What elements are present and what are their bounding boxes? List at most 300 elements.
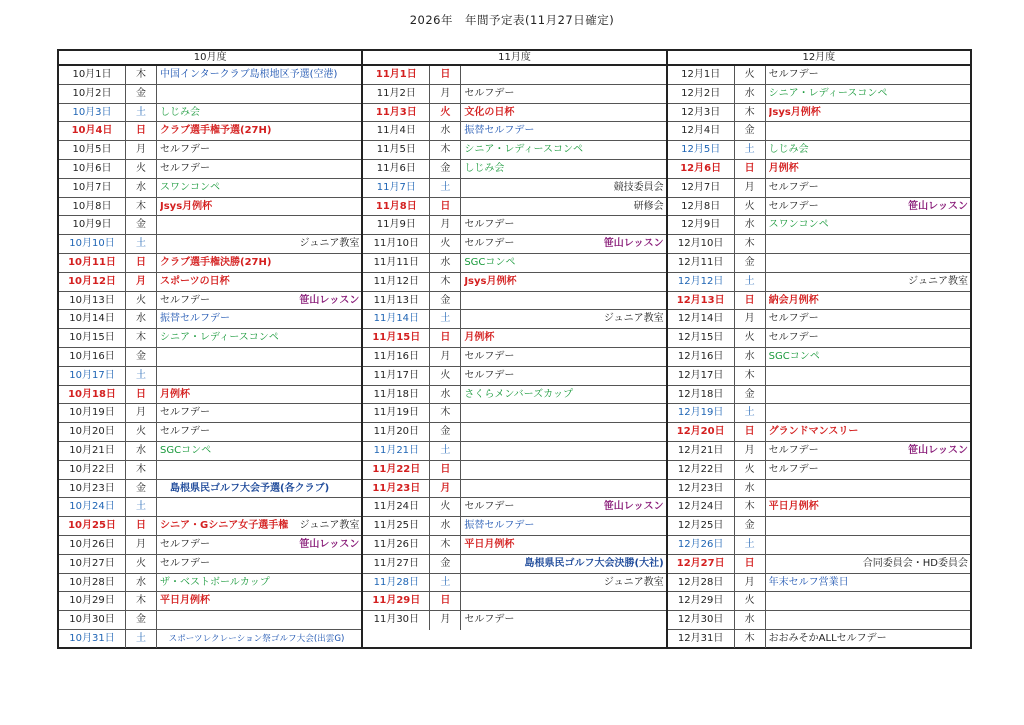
date-cell: 11月5日	[363, 141, 430, 159]
weekday-cell: 水	[126, 179, 157, 197]
weekday-cell: 日	[126, 386, 157, 404]
weekday-cell: 木	[126, 329, 157, 347]
event-text: 平日月例杯	[464, 538, 515, 550]
event-text: しじみ会	[768, 144, 809, 156]
event-text: SGCコンペ	[768, 350, 820, 362]
weekday-cell: 水	[126, 310, 157, 328]
event-text: 笹山レッスン	[299, 538, 360, 550]
event-main	[464, 348, 663, 366]
event-text: 競技委員会	[613, 181, 664, 193]
schedule-row	[668, 423, 970, 442]
event-cell	[157, 498, 361, 516]
event-main	[160, 404, 359, 422]
event-cell	[766, 630, 970, 648]
schedule-row	[668, 386, 970, 405]
event-side	[908, 442, 970, 460]
event-main	[769, 498, 968, 516]
schedule-row	[363, 310, 665, 329]
event-main	[160, 122, 359, 140]
date-cell: 11月12日	[363, 273, 430, 291]
weekday-cell: 日	[430, 198, 461, 216]
schedule-row	[363, 104, 665, 123]
date-cell: 12月20日	[668, 423, 735, 441]
weekday-cell: 日	[126, 517, 157, 535]
weekday-cell: 金	[735, 122, 766, 140]
schedule-row	[363, 273, 665, 292]
weekday-cell: 水	[430, 122, 461, 140]
event-text: SGCコンペ	[160, 444, 212, 456]
month-header: 11月度	[363, 51, 665, 66]
weekday-cell: 火	[430, 498, 461, 516]
event-main	[769, 423, 968, 441]
date-cell: 12月10日	[668, 235, 735, 253]
date-cell: 12月2日	[668, 85, 735, 103]
date-cell: 10月1日	[59, 66, 126, 84]
event-main	[160, 517, 300, 535]
weekday-cell: 月	[126, 273, 157, 291]
event-cell	[766, 310, 970, 328]
schedule-row	[59, 329, 361, 348]
weekday-cell: 土	[735, 141, 766, 159]
event-text: シニア・レディースコンペ	[768, 87, 888, 99]
event-main	[464, 160, 663, 178]
event-side	[968, 141, 970, 159]
schedule-row	[668, 235, 970, 254]
schedule-row	[363, 216, 665, 235]
event-side	[968, 85, 970, 103]
event-main	[160, 235, 300, 253]
date-cell: 11月21日	[363, 442, 430, 460]
schedule-row	[363, 386, 665, 405]
weekday-cell: 金	[126, 480, 157, 498]
event-main	[160, 254, 359, 272]
event-text: セルフデー	[768, 444, 819, 456]
date-cell: 11月27日	[363, 555, 430, 573]
event-cell	[461, 216, 665, 234]
event-cell	[766, 442, 970, 460]
date-cell: 10月19日	[59, 404, 126, 422]
event-cell	[766, 160, 970, 178]
weekday-cell: 水	[735, 348, 766, 366]
schedule-row	[59, 630, 361, 648]
event-main	[464, 273, 663, 291]
weekday-cell: 日	[126, 122, 157, 140]
schedule-row	[363, 480, 665, 499]
weekday-cell: 金	[126, 216, 157, 234]
weekday-cell: 日	[430, 329, 461, 347]
event-cell	[461, 423, 665, 441]
event-cell	[461, 536, 665, 554]
event-main	[160, 461, 359, 479]
event-main	[160, 442, 359, 460]
event-side	[863, 555, 970, 573]
event-main	[160, 179, 359, 197]
event-main	[769, 348, 968, 366]
schedule-row	[363, 235, 665, 254]
event-text: ジュニア教室	[908, 275, 968, 287]
schedule-row	[59, 367, 361, 386]
event-text: スワンコンペ	[160, 181, 220, 193]
weekday-cell: 土	[126, 367, 157, 385]
event-main	[160, 498, 359, 516]
event-main	[160, 329, 359, 347]
event-cell	[766, 104, 970, 122]
date-cell: 11月10日	[363, 235, 430, 253]
event-main	[769, 574, 968, 592]
date-cell: 10月10日	[59, 235, 126, 253]
event-text: セルフデー	[160, 426, 210, 438]
event-cell	[157, 611, 361, 629]
event-cell	[461, 480, 665, 498]
event-main	[769, 555, 863, 573]
date-cell: 11月14日	[363, 310, 430, 328]
event-side	[968, 292, 970, 310]
schedule-row	[668, 179, 970, 198]
event-side	[968, 122, 970, 140]
event-text: 研修会	[633, 200, 664, 212]
event-text: セルフデー	[464, 219, 515, 231]
event-main	[160, 367, 359, 385]
event-main	[464, 85, 663, 103]
date-cell: 11月19日	[363, 404, 430, 422]
date-cell: 12月5日	[668, 141, 735, 159]
event-cell	[157, 574, 361, 592]
event-cell	[157, 216, 361, 234]
date-cell: 12月8日	[668, 198, 735, 216]
event-cell	[766, 198, 970, 216]
weekday-cell: 月	[735, 179, 766, 197]
event-side	[968, 592, 970, 610]
schedule-row	[59, 498, 361, 517]
event-cell	[461, 348, 665, 366]
event-cell	[461, 254, 665, 272]
schedule-row	[668, 160, 970, 179]
schedule-row	[668, 592, 970, 611]
event-text: セルフデー	[160, 162, 210, 174]
schedule-row	[668, 254, 970, 273]
event-text: おおみそかALLセルフデー	[768, 632, 887, 644]
schedule-row	[668, 66, 970, 85]
weekday-cell: 火	[735, 66, 766, 84]
event-cell	[461, 555, 665, 573]
event-side	[968, 386, 970, 404]
event-cell	[157, 160, 361, 178]
event-text: ジュニア教室	[603, 313, 664, 325]
event-cell	[766, 273, 970, 291]
schedule-row	[363, 536, 665, 555]
event-side	[299, 536, 361, 554]
event-text: ジュニア教室	[603, 576, 664, 588]
schedule-row	[668, 498, 970, 517]
event-main	[769, 367, 968, 385]
date-cell: 11月26日	[363, 536, 430, 554]
date-cell: 12月6日	[668, 160, 735, 178]
schedule-row	[59, 198, 361, 217]
weekday-cell: 金	[430, 292, 461, 310]
schedule-row	[59, 517, 361, 536]
schedule-row	[363, 592, 665, 611]
event-cell	[157, 592, 361, 610]
event-side	[300, 517, 362, 535]
weekday-cell: 土	[430, 310, 461, 328]
event-main	[769, 235, 968, 253]
date-cell: 10月24日	[59, 498, 126, 516]
event-cell	[157, 273, 361, 291]
event-main	[160, 216, 359, 234]
event-text: セルフデー	[464, 614, 515, 626]
weekday-cell: 金	[126, 85, 157, 103]
schedule-row	[59, 442, 361, 461]
date-cell: 10月28日	[59, 574, 126, 592]
event-main	[769, 85, 968, 103]
event-main	[769, 310, 968, 328]
weekday-cell: 土	[430, 574, 461, 592]
event-main	[464, 592, 663, 610]
schedule-row	[668, 536, 970, 555]
date-cell: 12月23日	[668, 480, 735, 498]
weekday-cell: 火	[735, 329, 766, 347]
event-main	[160, 104, 359, 122]
date-cell: 12月15日	[668, 329, 735, 347]
event-cell	[157, 404, 361, 422]
weekday-cell: 水	[735, 480, 766, 498]
event-cell	[461, 611, 665, 630]
weekday-cell: 火	[735, 461, 766, 479]
date-cell: 10月6日	[59, 160, 126, 178]
date-cell: 12月12日	[668, 273, 735, 291]
date-cell: 12月4日	[668, 122, 735, 140]
schedule-row	[59, 235, 361, 254]
event-main	[769, 442, 908, 460]
event-side	[634, 198, 666, 216]
weekday-cell: 日	[126, 254, 157, 272]
date-cell: 11月3日	[363, 104, 430, 122]
weekday-cell: 火	[735, 592, 766, 610]
event-text: ザ・ベストボールカップ	[160, 576, 270, 588]
date-cell: 10月22日	[59, 461, 126, 479]
event-cell	[461, 85, 665, 103]
event-cell	[766, 122, 970, 140]
event-main	[160, 348, 359, 366]
schedule-row	[363, 122, 665, 141]
event-cell	[461, 104, 665, 122]
event-text: 中国インタークラブ島根地区予選(空港)	[160, 69, 338, 80]
event-cell	[157, 386, 361, 404]
date-cell: 12月24日	[668, 498, 735, 516]
event-cell	[461, 592, 665, 610]
date-cell: 12月3日	[668, 104, 735, 122]
event-cell	[766, 480, 970, 498]
schedule-row	[363, 461, 665, 480]
schedule-row	[59, 141, 361, 160]
event-text: セルフデー	[464, 501, 515, 513]
event-main	[464, 536, 663, 554]
event-text: Jsys月例杯	[160, 200, 213, 212]
weekday-cell: 金	[430, 423, 461, 441]
event-cell	[461, 386, 665, 404]
event-main	[160, 66, 359, 84]
event-side	[968, 611, 970, 629]
event-text: ジュニア教室	[299, 520, 360, 532]
weekday-cell: 土	[735, 536, 766, 554]
event-text: セルフデー	[160, 407, 210, 419]
event-main	[160, 198, 359, 216]
date-cell: 12月14日	[668, 310, 735, 328]
event-cell	[766, 348, 970, 366]
month-header: 12月度	[668, 51, 970, 66]
date-cell: 12月17日	[668, 367, 735, 385]
date-cell: 11月16日	[363, 348, 430, 366]
schedule-row	[668, 141, 970, 160]
event-text: スポーツレクレーション祭ゴルフ大会(出雲G)	[160, 633, 345, 644]
date-cell: 11月28日	[363, 574, 430, 592]
event-cell	[157, 179, 361, 197]
schedule-row	[668, 611, 970, 630]
date-cell: 12月19日	[668, 404, 735, 422]
weekday-cell: 火	[735, 198, 766, 216]
schedule-row	[668, 480, 970, 499]
weekday-cell: 日	[430, 461, 461, 479]
weekday-cell: 金	[430, 555, 461, 573]
event-text: 文化の日杯	[464, 106, 515, 118]
event-text: ジュニア教室	[299, 238, 360, 250]
event-main	[769, 122, 968, 140]
event-side	[968, 254, 970, 272]
date-cell: 10月3日	[59, 104, 126, 122]
date-cell: 11月17日	[363, 367, 430, 385]
weekday-cell: 土	[430, 442, 461, 460]
event-main	[769, 480, 968, 498]
weekday-cell: 木	[126, 66, 157, 84]
event-main	[160, 480, 359, 498]
event-side	[299, 292, 361, 310]
event-text: 笹山レッスン	[299, 294, 360, 306]
event-main	[769, 536, 968, 554]
event-text: セルフデー	[768, 313, 819, 325]
event-cell	[157, 367, 361, 385]
event-main	[160, 555, 359, 573]
event-text: セルフデー	[768, 69, 819, 80]
weekday-cell: 火	[430, 367, 461, 385]
event-side	[604, 498, 666, 516]
event-cell	[766, 292, 970, 310]
event-text: 平日月例杯	[160, 595, 210, 607]
schedule-row	[363, 329, 665, 348]
event-main	[464, 423, 663, 441]
date-cell: 10月23日	[59, 480, 126, 498]
schedule-row	[59, 104, 361, 123]
event-text: セルフデー	[768, 200, 819, 212]
event-cell	[766, 179, 970, 197]
event-side	[300, 235, 362, 253]
weekday-cell: 土	[126, 498, 157, 516]
weekday-cell: 火	[430, 235, 461, 253]
event-cell	[766, 66, 970, 84]
date-cell: 12月29日	[668, 592, 735, 610]
date-cell: 11月22日	[363, 461, 430, 479]
event-text: セルフデー	[464, 238, 515, 250]
event-text: 島根県民ゴルフ大会予選(各クラブ)	[160, 482, 330, 494]
event-cell	[461, 66, 665, 84]
weekday-cell: 月	[126, 404, 157, 422]
weekday-cell: 月	[126, 536, 157, 554]
date-cell: 11月8日	[363, 198, 430, 216]
date-cell: 12月18日	[668, 386, 735, 404]
event-main	[160, 141, 359, 159]
weekday-cell: 木	[126, 198, 157, 216]
date-cell: 11月23日	[363, 480, 430, 498]
weekday-cell: 火	[126, 423, 157, 441]
event-side	[614, 179, 666, 197]
event-text: セルフデー	[768, 463, 819, 475]
weekday-cell: 土	[126, 630, 157, 648]
weekday-cell: 金	[126, 611, 157, 629]
event-cell	[157, 104, 361, 122]
event-main	[160, 592, 359, 610]
event-cell	[157, 66, 361, 84]
weekday-cell: 月	[430, 611, 461, 630]
event-cell	[157, 461, 361, 479]
event-main	[464, 611, 663, 630]
schedule-row	[668, 348, 970, 367]
date-cell: 10月5日	[59, 141, 126, 159]
event-text: セルフデー	[160, 557, 210, 569]
event-main	[464, 555, 524, 573]
event-text: セルフデー	[160, 538, 210, 550]
event-cell	[157, 198, 361, 216]
schedule-row	[59, 611, 361, 630]
event-side	[908, 273, 970, 291]
weekday-cell: 水	[735, 611, 766, 629]
event-main	[464, 461, 663, 479]
date-cell: 11月4日	[363, 122, 430, 140]
event-main	[160, 160, 359, 178]
event-text: 笹山レッスン	[908, 200, 968, 212]
event-cell	[766, 423, 970, 441]
event-side	[968, 574, 970, 592]
weekday-cell: 金	[430, 160, 461, 178]
event-cell	[766, 386, 970, 404]
event-main	[464, 367, 663, 385]
event-cell	[766, 254, 970, 272]
schedule-row	[668, 442, 970, 461]
weekday-cell: 水	[126, 574, 157, 592]
event-cell	[766, 592, 970, 610]
weekday-cell: 木	[430, 536, 461, 554]
date-cell: 10月8日	[59, 198, 126, 216]
schedule-row	[668, 216, 970, 235]
weekday-cell: 水	[735, 216, 766, 234]
weekday-cell: 月	[430, 348, 461, 366]
event-cell	[766, 216, 970, 234]
event-text: スワンコンペ	[768, 219, 829, 231]
event-cell	[157, 310, 361, 328]
event-main	[769, 292, 968, 310]
event-main	[769, 611, 968, 629]
event-side	[968, 480, 970, 498]
date-cell: 10月14日	[59, 310, 126, 328]
event-cell	[766, 536, 970, 554]
date-cell: 12月7日	[668, 179, 735, 197]
schedule-row	[668, 310, 970, 329]
date-cell: 12月28日	[668, 574, 735, 592]
weekday-cell: 金	[735, 517, 766, 535]
date-cell: 10月7日	[59, 179, 126, 197]
schedule-row	[668, 85, 970, 104]
event-text: セルフデー	[160, 294, 210, 306]
schedule-row	[59, 160, 361, 179]
event-cell	[766, 141, 970, 159]
